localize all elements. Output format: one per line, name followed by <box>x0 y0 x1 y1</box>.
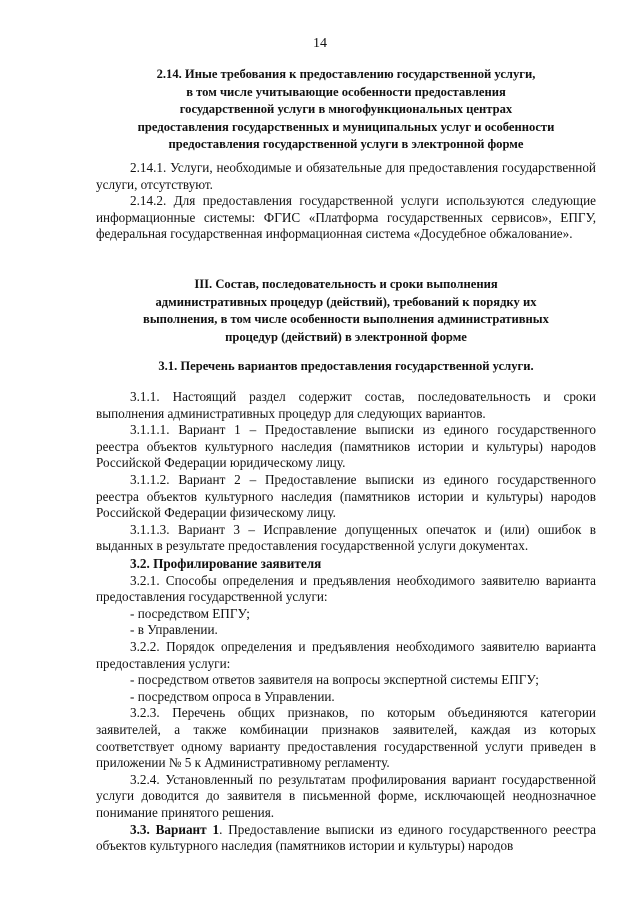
paragraph-3-2-2: 3.2.2. Порядок определения и предъявления необходимого заявителю варианта предоставления услуги: <box>96 638 596 671</box>
paragraph-2-14-1: 2.14.1. Услуги, необходимые и обязательные для предоставления государственной услуги, отсутствуют. <box>96 160 596 192</box>
paragraph-3-3 <box>96 822 596 855</box>
paragraph-3-1-1-3: 3.1.1.3. Вариант 3 – Исправление допущенных опечаток и (или) ошибок в выданных в результате предоставления государственной услуги документах. <box>96 521 596 554</box>
heading-line: предоставления государственной услуги в электронной форме <box>168 137 524 151</box>
heading-line: процедур (действий) в электронной форме <box>225 329 467 344</box>
list-item: - в Управлении. <box>130 622 218 638</box>
paragraph-3-3-text: . Предоставление выписки из единого государственного реестра объектов культурного наследия (памятников истории и культуры) народов <box>96 821 596 854</box>
subsection-heading-3-2: 3.2. Профилирование заявителя <box>130 556 322 571</box>
section-heading-III <box>96 276 596 346</box>
section-3-1-body <box>96 389 596 555</box>
paragraph-3-1-1-1: 3.1.1.1. Вариант 1 – Предоставление выписки из единого государственного реестра объектов культурного наследия (памятников истории и культуры) народов Российской Федерации юридическому лицу. <box>96 422 596 471</box>
paragraph-2-14-2: 2.14.2. Для предоставления государственной услуги используются следующие информационные системы: ФГИС «Платформа государственных сервисов», ЕПГУ, федеральная государственная информационная система «Досудебное обжалование». <box>96 193 596 242</box>
list-item: - посредством ЕПГУ; <box>130 605 250 621</box>
heading-line: выполнения, в том числе особенности выполнения административных <box>143 312 549 326</box>
paragraph-3-1-1: 3.1.1. Настоящий раздел содержит состав, последовательность и сроки выполнения административных процедур для следующих вариантов. <box>96 389 596 421</box>
heading-line: III. Состав, последовательность и сроки выполнения <box>194 277 498 291</box>
subsection-heading-3-1: 3.1. Перечень вариантов предоставления государственной услуги. <box>158 359 534 373</box>
page-number: 14 <box>313 36 327 51</box>
list-item: - посредством ответов заявителя на вопросы экспертной системы ЕПГУ; <box>130 672 539 688</box>
list-item: - посредством опроса в Управлении. <box>130 688 335 704</box>
section-heading-2-14 <box>96 66 596 154</box>
heading-line: государственной услуги в многофункциональных центрах <box>179 102 513 116</box>
heading-line: 2.14. Иные требования к предоставлению государственной услуги, <box>156 67 536 81</box>
section-3-2-body <box>96 556 596 855</box>
paragraph-3-2-1: 3.2.1. Способы определения и предъявления необходимого заявителю варианта предоставления государственной услуги: <box>96 572 596 605</box>
heading-line: в том числе учитывающие особенности предоставления <box>186 84 506 99</box>
paragraph-3-3-lead: 3.3. Вариант 1 <box>130 821 220 837</box>
heading-line: предоставления государственных и муниципальных услуг и особенности <box>137 119 555 134</box>
paragraph-3-1-1-2: 3.1.1.2. Вариант 2 – Предоставление выписки из единого государственного реестра объектов культурного наследия (памятников истории и культуры) народов Российской Федерации физическому лицу. <box>96 471 596 521</box>
paragraph-3-2-3: 3.2.3. Перечень общих признаков, по которым объединяются категории заявителей, а также комбинации признаков заявителей, каждая из которых соответствует одному варианту предоставления государственной услуги приведен в приложении № 5 к Административному регламенту. <box>96 705 596 771</box>
paragraph-3-2-4: 3.2.4. Установленный по результатам профилирования вариант государственной услуги доводится до заявителя в письменной форме, исключающей неоднозначное понимание принятого решения. <box>96 771 596 820</box>
heading-line: административных процедур (действий), требований к порядку их <box>155 294 537 309</box>
